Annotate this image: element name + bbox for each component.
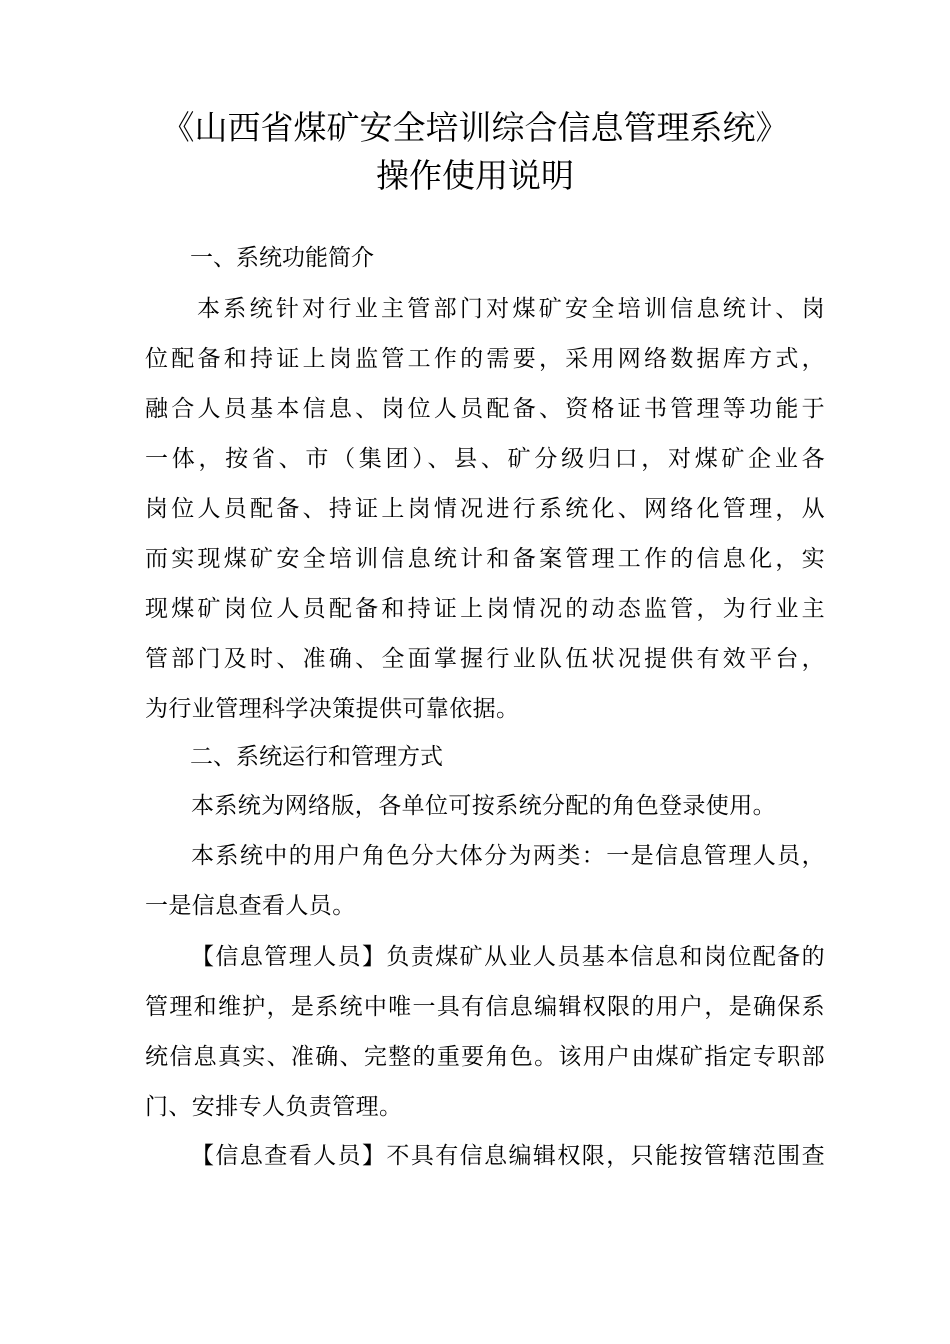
paragraph-line: 而实现煤矿安全培训信息统计和备案管理工作的信息化，实 <box>145 546 825 572</box>
paragraph-line: 【信息管理人员】负责煤矿从业人员基本信息和岗位配备的 <box>191 944 825 970</box>
section-2-paragraph-2 <box>145 831 825 931</box>
paragraph-line: 融合人员基本信息、岗位人员配备、资格证书管理等功能于 <box>145 396 825 422</box>
paragraph-line: 门、安排专人负责管理。 <box>145 1094 403 1120</box>
paragraph-line: 岗位人员配备、持证上岗情况进行系统化、网络化管理，从 <box>145 496 825 522</box>
paragraph-line: 本系统针对行业主管部门对煤矿安全培训信息统计、岗 <box>197 296 825 322</box>
paragraph-line: 管部门及时、准确、全面掌握行业队伍状况提供有效平台， <box>145 646 825 672</box>
paragraph-line: 一体，按省、市（集团）、县、矿分级归口，对煤矿企业各 <box>145 446 825 472</box>
paragraph-line: 位配备和持证上岗监管工作的需要，采用网络数据库方式， <box>145 346 825 372</box>
document-title: 《山西省煤矿安全培训综合信息管理系统》 <box>161 108 789 147</box>
section-2-paragraph-1 <box>145 781 825 831</box>
section-1-paragraph <box>145 284 825 734</box>
paragraph-line: 管理和维护，是系统中唯一具有信息编辑权限的用户，是确保系 <box>145 994 825 1020</box>
paragraph-line: 本系统中的用户角色分大体分为两类：一是信息管理人员， <box>191 843 825 869</box>
section-2-paragraph-3 <box>145 932 825 1132</box>
section-heading-1: 一、系统功能简介 <box>190 245 374 271</box>
paragraph-line: 为行业管理科学决策提供可靠依据。 <box>145 696 520 722</box>
paragraph-line: 现煤矿岗位人员配备和持证上岗情况的动态监管，为行业主 <box>145 596 825 622</box>
paragraph-line: 统信息真实、准确、完整的重要角色。该用户由煤矿指定专职部 <box>145 1044 825 1070</box>
document-subtitle: 操作使用说明 <box>376 156 574 195</box>
section-heading-2: 二、系统运行和管理方式 <box>190 744 443 770</box>
paragraph-line: 【信息查看人员】不具有信息编辑权限，只能按管辖范围查 <box>191 1143 825 1169</box>
paragraph-line: 一是信息查看人员。 <box>145 893 356 919</box>
section-2-paragraph-4 <box>145 1131 825 1181</box>
paragraph-line: 本系统为网络版，各单位可按系统分配的角色登录使用。 <box>191 793 776 819</box>
